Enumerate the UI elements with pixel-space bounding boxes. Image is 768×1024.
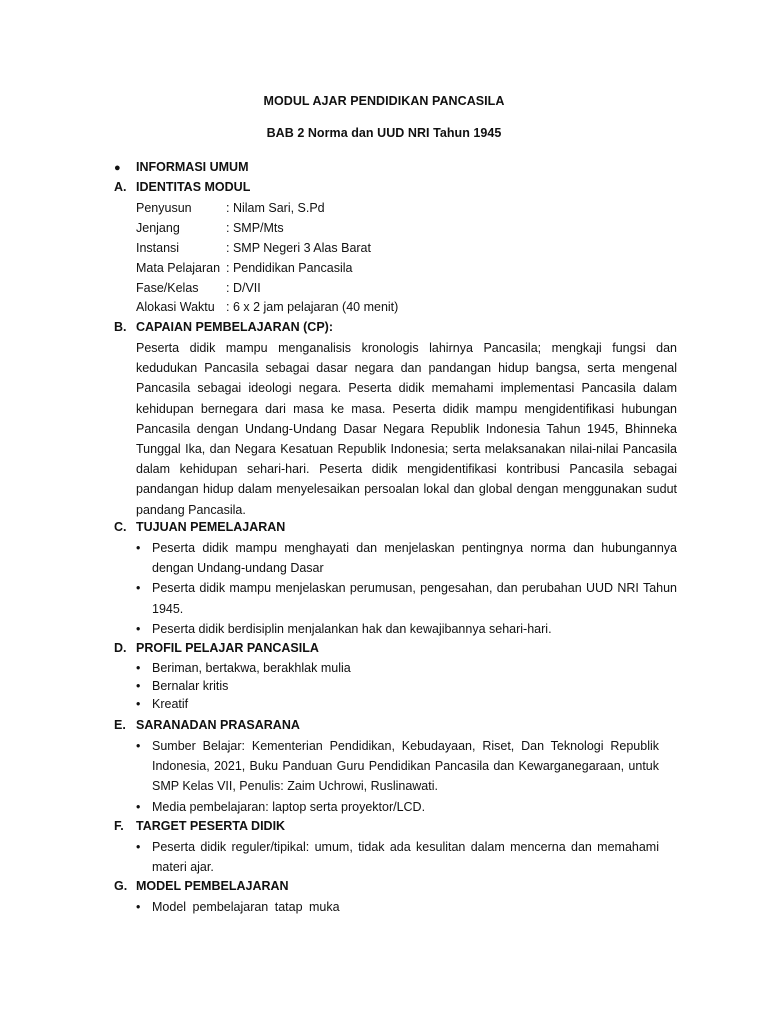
- learning-outcomes-paragraph: Peserta didik mampu menganalisis kronologis lahirnya Pancasila; mengkaji fungsi dan kedudukan Pancasila sebagai dasar negara dan pandangan hidup bangsa, serta mengenal Pancasila sebagai ideologi negara. Peserta didik memahami implementasi Pancasila dalam kehidupan bernegara dari masa ke masa. Peserta didik mampu mengidentifikasi hubungan Pancasila dengan Undang-Undang Dasar Negara Republik Indonesia Tahun 1945, Bhinneka Tunggal Ika, dan Negara Kesatuan Republik Indonesia; serta melaksanakan nilai-nilai Pancasila dalam kehidupan sehari-hari. Peserta didik mengidentifikasi kontribusi Pancasila sebagai pandangan hidup dalam menyelesaikan persoalan lokal dan global dengan menggunakan sudut pandang Pancasila.: [136, 341, 677, 517]
- section-a-heading: A. IDENTITAS MODUL: [114, 180, 251, 194]
- identity-row: [136, 261, 352, 275]
- target-list: [136, 837, 659, 877]
- resources-list: [136, 736, 659, 817]
- identity-value: : D/VII: [226, 281, 261, 295]
- identity-key: Mata Pelajaran: [136, 261, 221, 275]
- identity-key: Alokasi Waktu: [136, 300, 215, 314]
- section-g-heading: G. MODEL PEMBELAJARAN: [114, 879, 289, 893]
- identity-value: : SMP/Mts: [226, 221, 284, 235]
- list-item: • Peserta didik berdisiplin menjalankan hak dan kewajibannya sehari-hari.: [136, 619, 677, 639]
- identity-key: Fase/Kelas: [136, 281, 199, 295]
- section-b-heading: B. CAPAIAN PEMBELAJARAN (CP):: [114, 320, 333, 334]
- model-list: [136, 897, 677, 917]
- profile-list: [136, 659, 677, 713]
- section-c-heading: C. TUJUAN PEMELAJARAN: [114, 520, 286, 534]
- identity-row: [136, 221, 284, 235]
- list-item: • Sumber Belajar: Kementerian Pendidikan, Kebudayaan, Riset, Dan Teknologi Republik Indonesia, 2021, Buku Panduan Guru Pendidikan Pancasila dan Kewarganegaraan, untuk SMP Kelas VII, Penulis: Zaim Uchrowi, Ruslinawati.: [136, 736, 659, 797]
- section-d-heading: D. PROFIL PELAJAR PANCASILA: [114, 641, 319, 655]
- identity-row: [136, 300, 398, 314]
- list-item: • Peserta didik mampu menghayati dan menjelaskan pentingnya norma dan hubungannya dengan Undang-undang Dasar: [136, 538, 677, 578]
- objectives-list: [136, 538, 677, 639]
- identity-row: [136, 241, 371, 255]
- identity-row: [136, 281, 261, 295]
- document-title: MODUL AJAR PENDIDIKAN PANCASILA: [263, 94, 505, 108]
- bullet-icon: ●: [114, 162, 121, 174]
- identity-value: : Pendidikan Pancasila: [226, 261, 353, 275]
- identity-value: : SMP Negeri 3 Alas Barat: [226, 241, 371, 255]
- list-item: • Peserta didik reguler/tipikal: umum, tidak ada kesulitan dalam mencerna dan memahami materi ajar.: [136, 837, 659, 877]
- identity-key: Penyusun: [136, 201, 192, 215]
- document-subtitle: BAB 2 Norma dan UUD NRI Tahun 1945: [266, 126, 502, 140]
- section-e-heading: E. SARANADAN PRASARANA: [114, 718, 300, 732]
- identity-key: Jenjang: [136, 221, 180, 235]
- list-item: • Kreatif: [136, 695, 677, 713]
- list-item: • Media pembelajaran: laptop serta proyektor/LCD.: [136, 797, 659, 817]
- list-item: • Beriman, bertakwa, berakhlak mulia: [136, 659, 677, 677]
- list-item: • Model pembelajaran tatap muka: [136, 897, 677, 917]
- identity-row: [136, 201, 325, 215]
- identity-value: : Nilam Sari, S.Pd: [226, 201, 325, 215]
- info-header: ● INFORMASI UMUM: [114, 160, 249, 174]
- list-item: • Peserta didik mampu menjelaskan perumusan, pengesahan, dan perubahan UUD NRI Tahun 1945.: [136, 578, 677, 618]
- identity-value: : 6 x 2 jam pelajaran (40 menit): [226, 300, 399, 314]
- identity-key: Instansi: [136, 241, 180, 255]
- section-f-heading: F. TARGET PESERTA DIDIK: [114, 819, 286, 833]
- list-item: • Bernalar kritis: [136, 677, 677, 695]
